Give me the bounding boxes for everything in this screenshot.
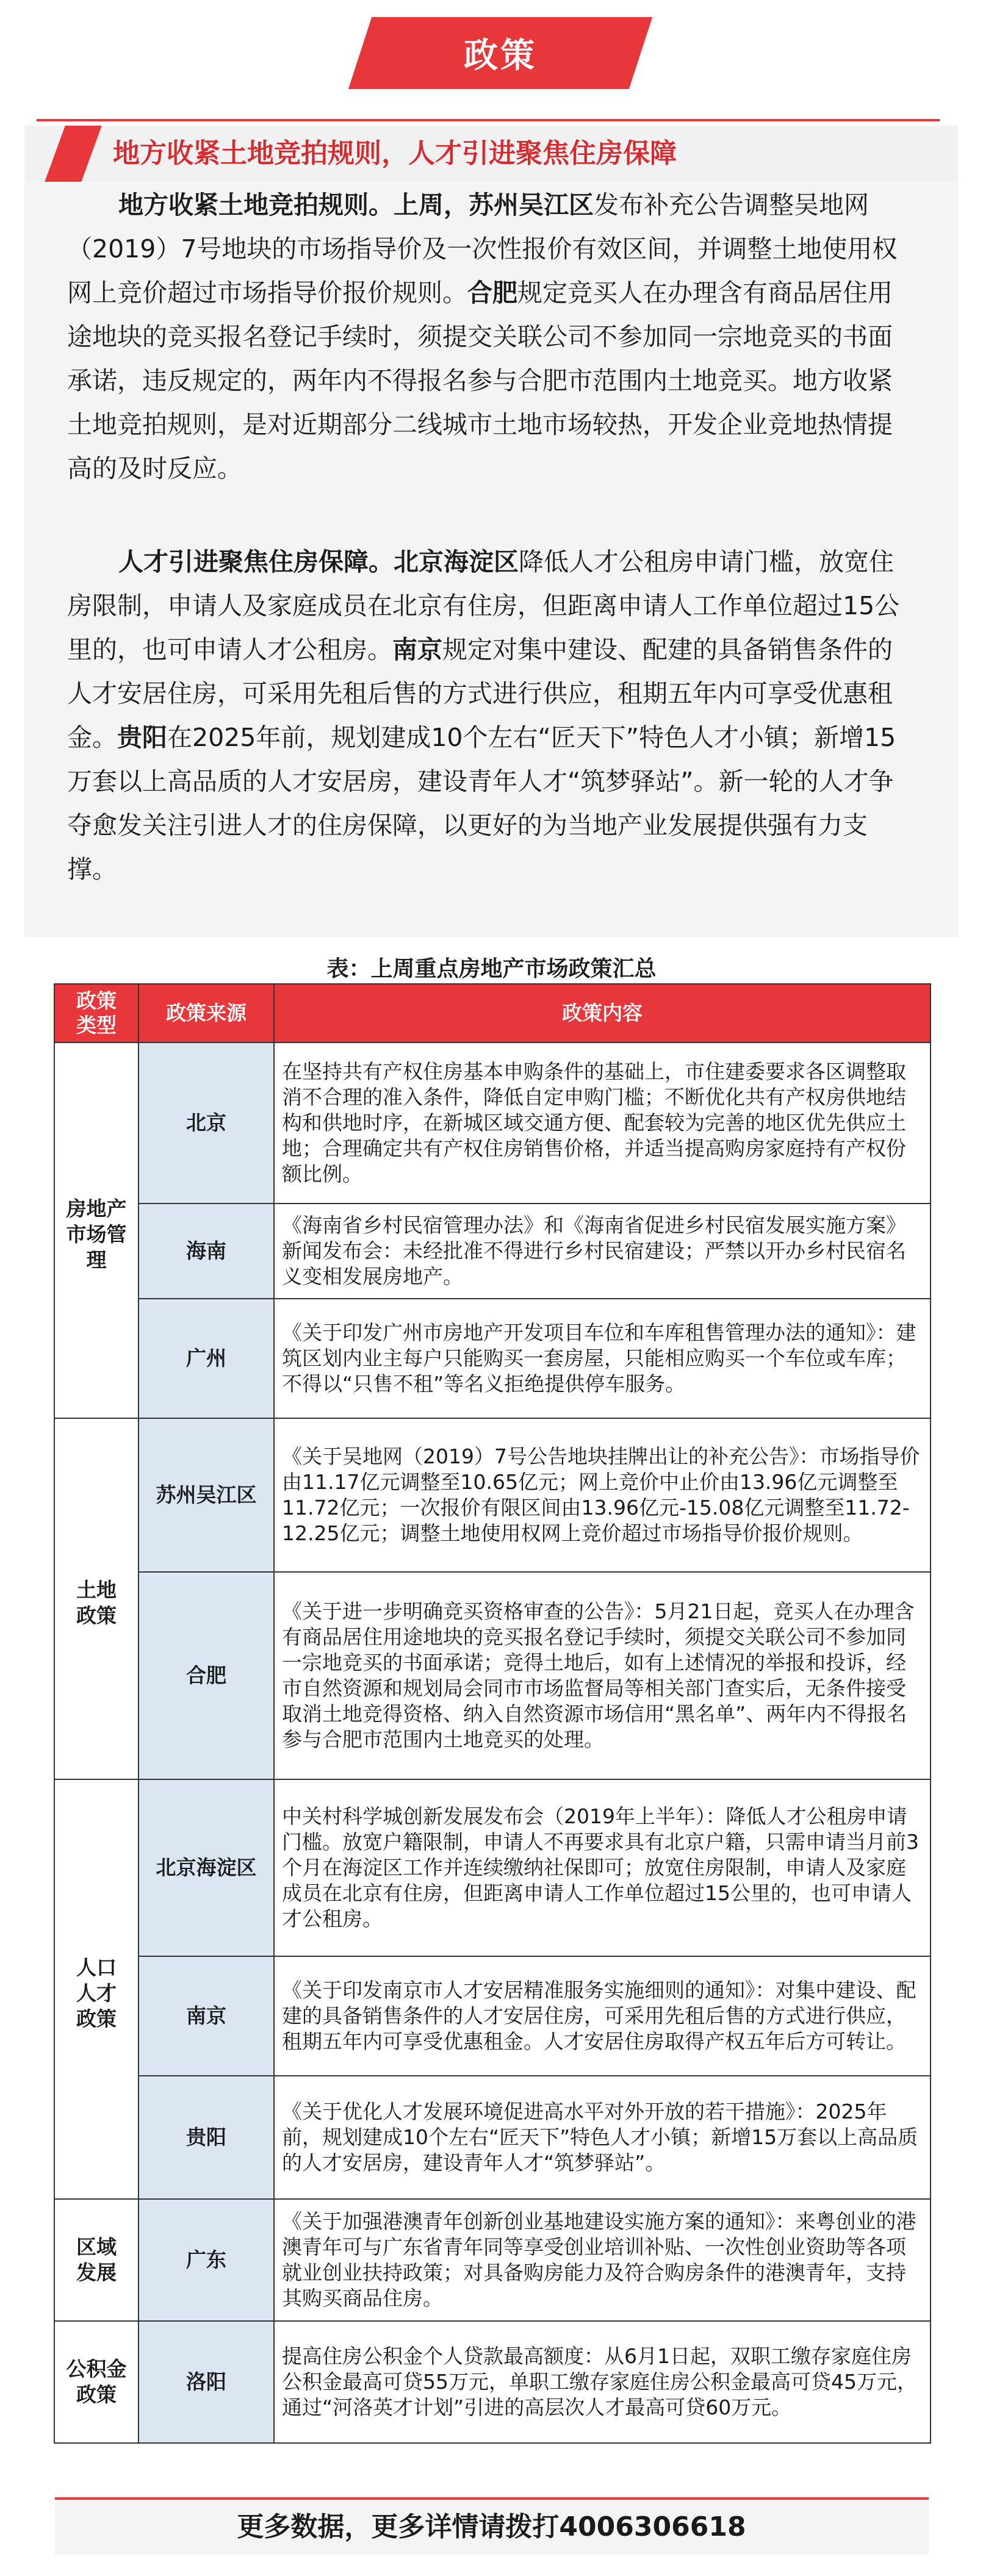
category-cell: 土地政策 — [54, 1418, 139, 1779]
table-row — [54, 1204, 931, 1299]
header-policy-content: 政策内容 — [274, 984, 931, 1042]
source-cell: 合肥 — [139, 1572, 274, 1779]
section-title: 政策 — [464, 36, 537, 76]
table-row — [54, 1572, 931, 1779]
table-row — [54, 1779, 931, 1956]
table-row — [54, 1042, 931, 1204]
content-cell: 《关于加强港澳青年创新创业基地建设实施方案的通知》：来粤创业的港澳青年可与广东省青年同等享受创业培训补贴、一次性创业资助等各项就业创业扶持政策；对具备购房能力及符合购房条件的港澳青年，支持其购买商品住房。 — [274, 2199, 931, 2321]
table-header-row — [54, 984, 931, 1042]
table-caption: 表：上周重点房地产市场政策汇总 — [326, 956, 657, 981]
content-cell: 《海南省乡村民宿管理办法》和《海南省促进乡村民宿发展实施方案》新闻发布会：未经批准不得进行乡村民宿建设；严禁以开办乡村民宿名义变相发展房地产。 — [274, 1204, 931, 1299]
source-cell: 贵阳 — [139, 2076, 274, 2199]
table-row — [54, 1418, 931, 1572]
source-cell: 南京 — [139, 1956, 274, 2076]
content-cell: 《关于吴地网（2019）7号公告地块挂牌出让的补充公告》：市场指导价由11.17亿元调整至10.65亿元；网上竞价中止价由13.96亿元调整至11.72亿元；一次报价有限区间由13.96亿元-15.08亿元调整至11.72-12.25亿元；调整土地使用权网上竞价超过市场指导价报价规则。 — [274, 1418, 931, 1572]
policy-table — [54, 983, 931, 2444]
source-cell: 苏州吴江区 — [139, 1418, 274, 1572]
content-cell: 在坚持共有产权住房基本申购条件的基础上，市住建委要求各区调整取消不合理的准入条件，降低自定申购门槛；不断优化共有产权房供地结构和供地时序，在新城区域交通方便、配套较为完善的地区优先供应土地；合理确定共有产权住房销售价格，并适当提高购房家庭持有产权份额比例。 — [274, 1042, 931, 1204]
header-policy-source: 政策来源 — [139, 984, 274, 1042]
table-row — [54, 2321, 931, 2443]
source-cell: 广州 — [139, 1299, 274, 1418]
table-row — [54, 1299, 931, 1418]
source-cell: 北京海淀区 — [139, 1779, 274, 1956]
content-cell: 中关村科学城创新发展发布会（2019年上半年）：降低人才公租房申请门槛。放宽户籍限制，申请人不再要求具有北京户籍，只需申请当月前3个月在海淀区工作并连续缴纳社保即可；放宽住房限制，申请人及家庭成员在北京有住房，但距离申请人工作单位超过15公里的，也可申请人才公租房。 — [274, 1779, 931, 1956]
subtitle-text: 地方收紧土地竞拍规则，人才引进聚焦住房保障 — [113, 138, 677, 169]
header-policy-type: 政策类型 — [54, 984, 139, 1042]
category-cell: 人口人才政策 — [54, 1779, 139, 2199]
category-cell: 房地产市场管理 — [54, 1042, 139, 1418]
paragraph-talent: 人才引进聚焦住房保障。北京海淀区降低人才公租房申请门槛，放宽住房限制，申请人及家庭成员在北京有住房，但距离申请人工作单位超过15公里的，也可申请人才公租房。南京规定对集中建设、配建的具备销售条件的人才安居住房，可采用先租后售的方式进行供应，租期五年内可享受优惠租金。贵阳在2025年前，规划建成10个左右“匠天下”特色人才小镇；新增15万套以上高品质的人才安居房，建设青年人才“筑梦驿站”。新一轮的人才争夺愈发关注引进人才的住房保障，以更好的为当地产业发展提供强有力支撑。 — [67, 547, 900, 884]
table-row — [54, 2199, 931, 2321]
content-cell: 《关于印发南京市人才安居精准服务实施细则的通知》：对集中建设、配建的具备销售条件的人才安居住房，可采用先租后售的方式进行供应，租期五年内可享受优惠租金。人才安居住房取得产权五年后方可转让。 — [274, 1956, 931, 2076]
source-cell: 洛阳 — [139, 2321, 274, 2443]
table-row — [54, 1956, 931, 2076]
content-cell: 《关于印发广州市房地产开发项目车位和车库租售管理办法的通知》：建筑区划内业主每户只能购买一套房屋，只能相应购买一个车位或车库；不得以“只售不租”等名义拒绝提供停车服务。 — [274, 1299, 931, 1418]
content-cell: 提高住房公积金个人贷款最高额度：从6月1日起，双职工缴存家庭住房公积金最高可贷55万元，单职工缴存家庭住房公积金最高可贷45万元，通过“河洛英才计划”引进的高层次人才最高可贷60万元。 — [274, 2321, 931, 2443]
source-cell: 海南 — [139, 1204, 274, 1299]
paragraph-land: 地方收紧土地竞拍规则。上周，苏州吴江区发布补充公告调整吴地网（2019）7号地块的市场指导价及一次性报价有效区间，并调整土地使用权网上竞价超过市场指导价报价规则。合肥规定竞买人在办理含有商品居住用途地块的竞买报名登记手续时，须提交关联公司不参加同一宗地竞买的书面承诺，违反规定的，两年内不得报名参与合肥市范围内土地竞买。地方收紧土地竞拍规则，是对近期部分二线城市土地市场较热，开发企业竞地热情提高的及时反应。 — [67, 190, 898, 483]
category-cell: 公积金政策 — [54, 2321, 139, 2443]
footer-contact: 更多数据，更多详情请拨打4006306618 — [237, 2511, 746, 2542]
category-cell: 区域发展 — [54, 2199, 139, 2321]
table-row — [54, 2076, 931, 2199]
source-cell: 广东 — [139, 2199, 274, 2321]
header-divider — [37, 119, 940, 121]
source-cell: 北京 — [139, 1042, 274, 1204]
content-cell: 《关于进一步明确竞买资格审查的公告》：5月21日起，竞买人在办理含有商品居住用途地块的竞买报名登记手续时，须提交关联公司不参加同一宗地竞买的书面承诺；竞得土地后，如有上述情况的举报和投诉，经市自然资源和规划局会同市市场监督局等相关部门查实后，无条件接受取消土地竞得资格、纳入自然资源市场信用“黑名单”、两年内不得报名参与合肥市范围内土地竞买的处理。 — [274, 1572, 931, 1779]
content-cell: 《关于优化人才发展环境促进高水平对外开放的若干措施》：2025年前，规划建成10个左右“匠天下”特色人才小镇；新增15万套以上高品质的人才安居房，建设青年人才“筑梦驿站”。 — [274, 2076, 931, 2199]
